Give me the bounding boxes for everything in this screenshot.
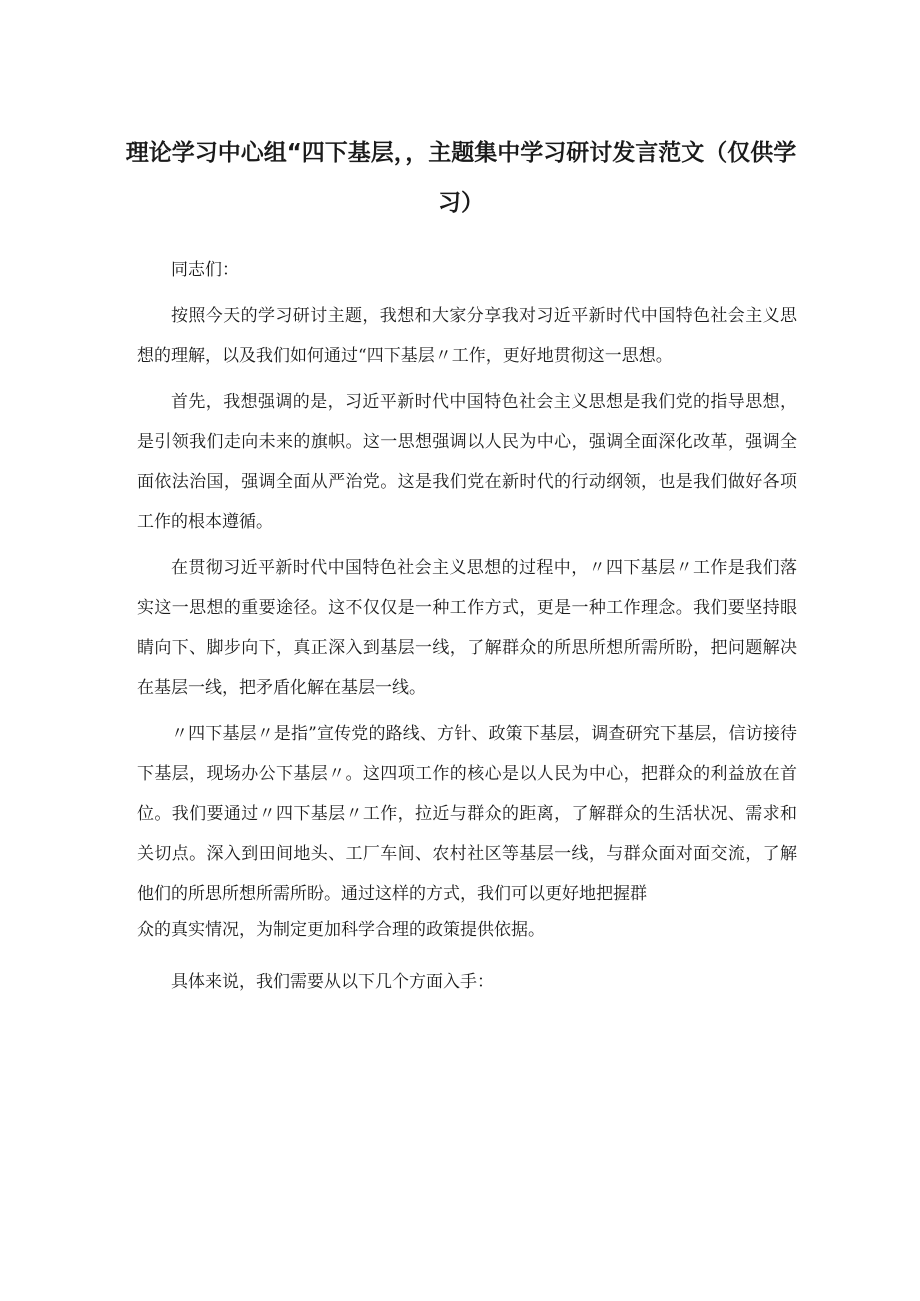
paragraph-3: 在贯彻习近平新时代中国特色社会主义思想的过程中，〃四下基层〃工作是我们落实这一思想的重要途径。这不仅仅是一种工作方式，更是一种工作理念。我们要坚持眼睛向下、脚步向下，真正深入到基层一线，了解群众的所思所想所需所盼，把问题解决在基层一线，把矛盾化解在基层一线。 [137, 558, 797, 698]
spacer [137, 946, 797, 952]
paragraph-4: 〃四下基层〃是指”宣传党的路线、方针、政策下基层，调查研究下基层，信访接待下基层，现场办公下基层〃。这四项工作的核心是以人民为中心，把群众的利益放在首位。我们要通过〃四下基层〃工作，拉近与群众的距离，了解群众的生活状况、需求和关切点。深入到田间地头、工厂车间、农村社区等基层一线，与群众面对面交流，了解他们的所思所想所需所盼。通过这样的方式，我们可以更好地把握群 [137, 724, 797, 904]
document-title: 理论学习中心组“四下基层，，主题集中学习研讨发言范文（仅供学习） [125, 140, 797, 216]
paragraph-4-continuation: 众的真实情况，为制定更加科学合理的政策提供依据。 [137, 920, 545, 940]
paragraph-1: 按照今天的学习研讨主题，我想和大家分享我对习近平新时代中国特色社会主义思想的理解，以及我们如何通过“四下基层〃工作，更好地贯彻这一思想。 [137, 306, 797, 366]
closing-line: 具体来说，我们需要从以下几个方面入手： [171, 972, 494, 992]
paragraph-2: 首先，我想强调的是，习近平新时代中国特色社会主义思想是我们党的指导思想，是引领我们走向未来的旗帜。这一思想强调以人民为中心，强调全面深化改革，强调全面依法治国，强调全面从严治党。这是我们党在新时代的行动纲领，也是我们做好各项工作的根本遵循。 [137, 392, 797, 532]
salutation: 同志们： [171, 260, 239, 280]
document-body [137, 250, 797, 1002]
